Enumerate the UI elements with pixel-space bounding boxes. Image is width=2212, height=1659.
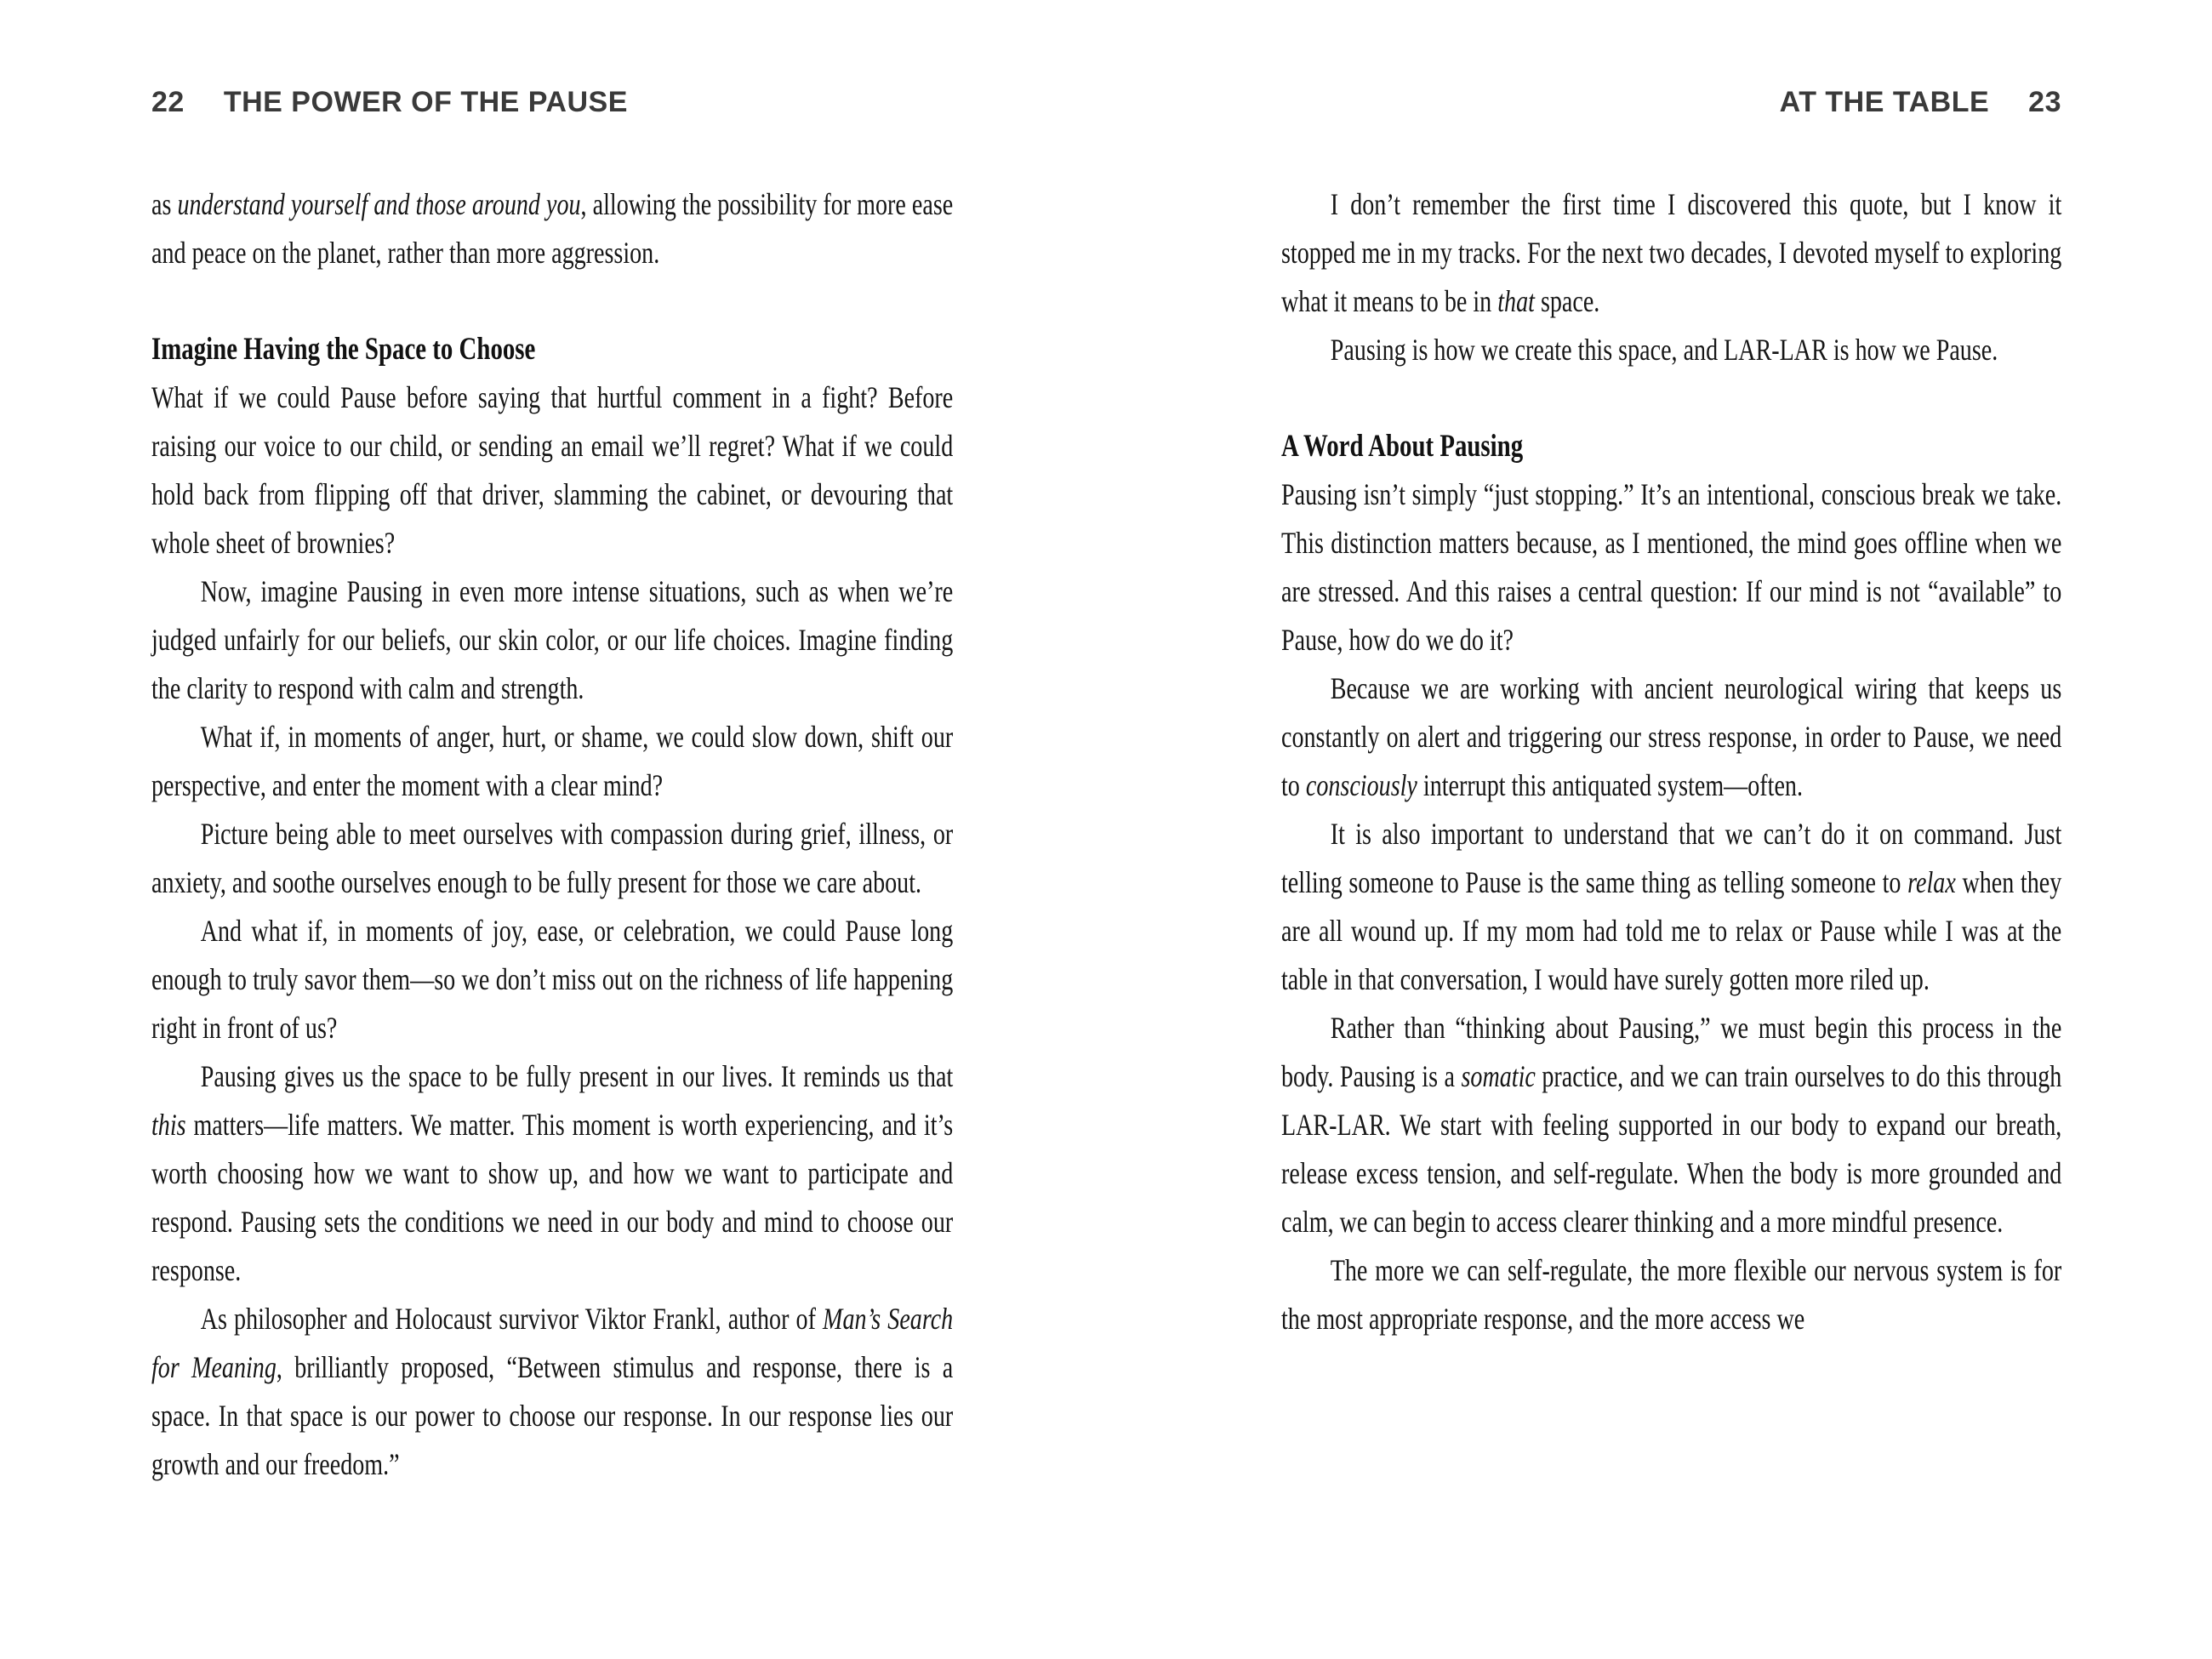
paragraph	[1281, 180, 2061, 326]
text-run: Now, imagine Pausing in even more intense situations, such as when we’re judged unfairly for our beliefs, our skin color, or our life choices. Imagine finding the clarity to respond with calm and strength.	[151, 574, 954, 705]
text-run: practice, and we can train ourselves to do this through LAR-LAR. We start with feeling supported in our body to expand our breath, release excess tension, and self-regulate. When the body is more grounded and calm, we can begin to access clearer thinking and a more mindful presence.	[1281, 1059, 2062, 1239]
page-right	[1106, 0, 2212, 1659]
paragraph	[151, 713, 953, 810]
paragraph	[1281, 810, 2061, 1004]
italic-text: Man’s Search for Meaning	[151, 1302, 954, 1384]
text-run: as	[151, 187, 178, 221]
text-run: Picture being able to meet ourselves with compassion during grief, illness, or anxiety, and soothe ourselves enough to be fully present for those we care about.	[151, 817, 954, 899]
running-title-left: THE POWER OF THE PAUSE	[223, 86, 628, 118]
paragraph	[151, 567, 953, 713]
text-run: The more we can self-regulate, the more flexible our nervous system is for the most appropriate response, and the more access we	[1281, 1253, 2062, 1336]
text-run: , brilliantly proposed, “Between stimulus and response, there is a space. In that space is our power to choose our response. In our response lies our growth and our freedom.”	[151, 1350, 954, 1481]
page-number-right: 23	[2028, 86, 2061, 118]
italic-text: consciously	[1305, 768, 1417, 802]
section-heading: A Word About Pausing	[1281, 429, 1524, 464]
text-run: Pausing isn’t simply “just stopping.” It’s an intentional, conscious break we take. This distinction matters because, as I mentioned, the mind goes offline when we are stressed. And this raises a central question: If our mind is not “available” to Pause, how do we do it?	[1281, 477, 2062, 657]
text-run: Pausing gives us the space to be fully present in our lives. It reminds us that	[200, 1059, 954, 1093]
section-heading: Imagine Having the Space to Choose	[151, 332, 536, 367]
paragraph	[151, 1052, 953, 1295]
page-number-left: 22	[151, 86, 185, 118]
text-run: Because we are working with ancient neurological wiring that keeps us constantly on alert and triggering our stress response, in order to Pause, we need to	[1281, 671, 2062, 802]
paragraph	[151, 180, 953, 277]
italic-text: this	[151, 1108, 186, 1142]
paragraph	[151, 1295, 953, 1489]
paragraph	[1281, 326, 2061, 374]
running-header-right	[1780, 85, 2061, 119]
text-run: And what if, in moments of joy, ease, or celebration, we could Pause long enough to truly savor them—so we don’t miss out on the richness of life happening right in front of us?	[151, 914, 954, 1045]
text-run: As philosopher and Holocaust survivor Viktor Frankl, author of	[200, 1302, 824, 1336]
text-run: matters—life matters. We matter. This moment is worth experiencing, and it’s worth choosing how we want to show up, and how we want to participate and respond. Pausing sets the conditions we need in our body and mind to choose our response.	[151, 1108, 954, 1287]
text-run: space.	[1534, 284, 1600, 318]
italic-text: relax	[1907, 865, 1956, 899]
text-run: Pausing is how we create this space, and LAR-LAR is how we Pause.	[1330, 333, 1998, 367]
text-run: when they are all wound up. If my mom had told me to relax or Pause while I was at the table in that conversation, I would have surely gotten more riled up.	[1281, 865, 2062, 996]
page-body-left	[151, 180, 953, 1489]
italic-text: understand yourself and those around you	[177, 187, 581, 221]
paragraph	[151, 373, 953, 567]
paragraph	[1281, 664, 2061, 810]
text-run: , allowing the possibility for more ease and peace on the planet, rather than more aggression.	[151, 187, 954, 270]
text-run: It is also important to understand that we can’t do it on command. Just telling someone to Pause is the same thing as telling someone to	[1281, 817, 2062, 899]
paragraph	[151, 810, 953, 907]
paragraph	[1281, 1004, 2061, 1246]
page-body-right	[1281, 180, 2061, 1343]
text-run: I don’t remember the first time I discovered this quote, but I know it stopped me in my tracks. For the next two decades, I devoted myself to exploring what it means to be in	[1281, 187, 2062, 318]
text-run: Rather than “thinking about Pausing,” we must begin this process in the body. Pausing is a	[1281, 1011, 2062, 1093]
text-run: interrupt this antiquated system—often.	[1417, 768, 1803, 802]
paragraph	[151, 907, 953, 1052]
running-header-left	[151, 85, 628, 119]
paragraph	[1281, 470, 2061, 664]
paragraph	[1281, 1246, 2061, 1343]
text-run: What if we could Pause before saying that hurtful comment in a fight? Before raising our voice to our child, or sending an email we’ll regret? What if we could hold back from flipping off that driver, slamming the cabinet, or devouring that whole sheet of brownies?	[151, 380, 954, 560]
italic-text: that	[1497, 284, 1535, 318]
italic-text: somatic	[1461, 1059, 1536, 1093]
text-run: What if, in moments of anger, hurt, or shame, we could slow down, shift our perspective, and enter the moment with a clear mind?	[151, 720, 954, 802]
running-title-right: AT THE TABLE	[1779, 86, 1990, 118]
